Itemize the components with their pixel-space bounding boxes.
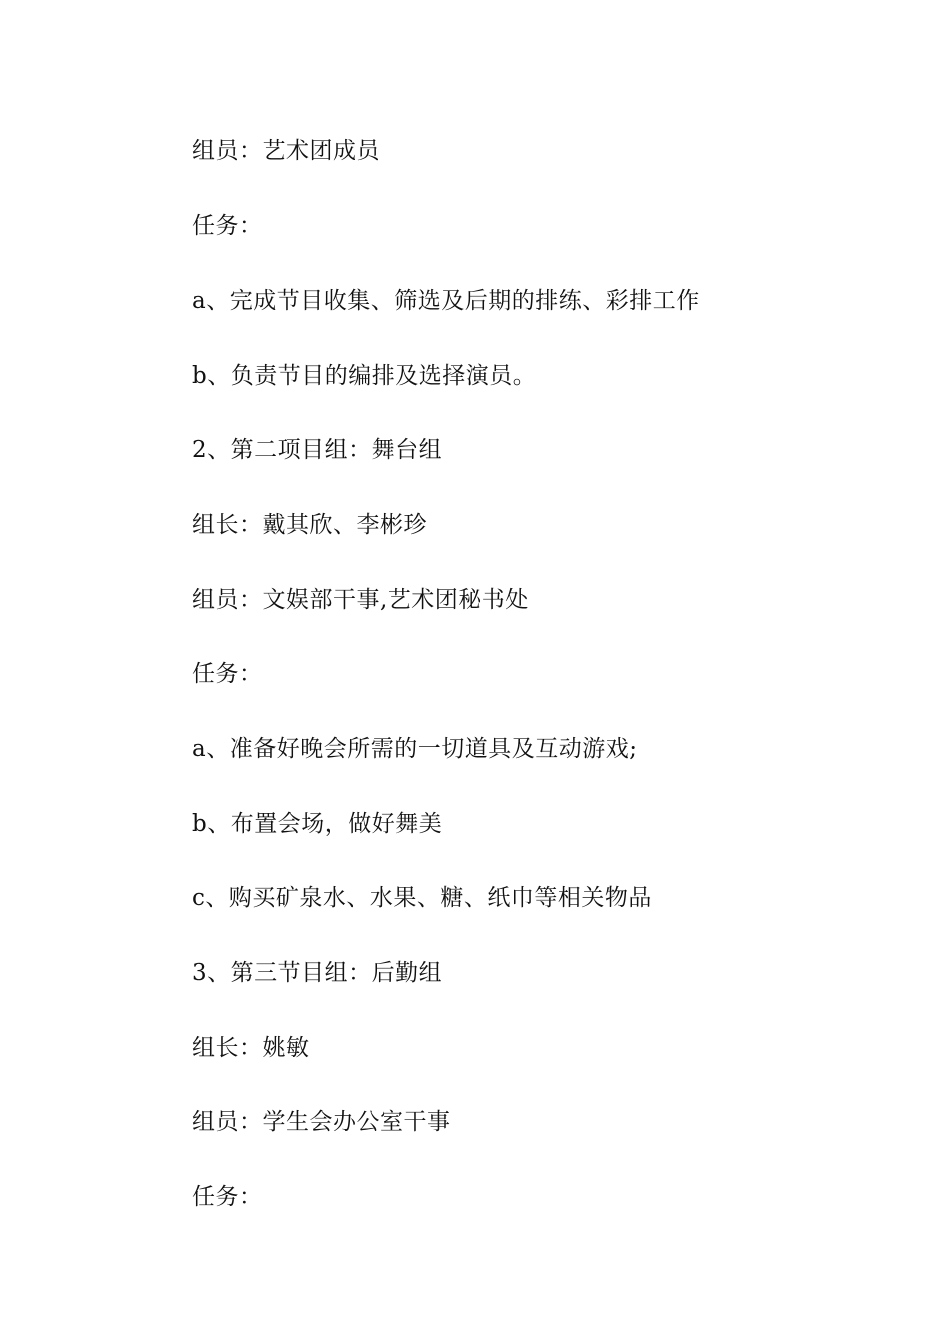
text-line: 组员：学生会办公室干事	[192, 1109, 451, 1135]
text-line: 任务：	[192, 213, 263, 239]
text-line: b、布置会场，做好舞美	[192, 811, 443, 837]
text-line: 组长：戴其欣、李彬珍	[192, 512, 427, 538]
text-line: 组员：艺术团成员	[192, 138, 380, 164]
text-line: a、完成节目收集、筛选及后期的排练、彩排工作	[192, 288, 700, 314]
text-line: 组员：文娱部干事,艺术团秘书处	[192, 587, 529, 613]
text-line: 任务：	[192, 1184, 263, 1210]
text-line: 3、第三节目组：后勤组	[192, 960, 443, 986]
text-line: c、购买矿泉水、水果、糖、纸巾等相关物品	[192, 885, 652, 911]
text-line: b、负责节目的编排及选择演员。	[192, 363, 537, 389]
text-line: 任务：	[192, 661, 263, 687]
text-line: a、准备好晚会所需的一切道具及互动游戏;	[192, 736, 638, 762]
text-line: 2、第二项目组：舞台组	[192, 437, 443, 463]
text-line: 组长：姚敏	[192, 1035, 310, 1061]
